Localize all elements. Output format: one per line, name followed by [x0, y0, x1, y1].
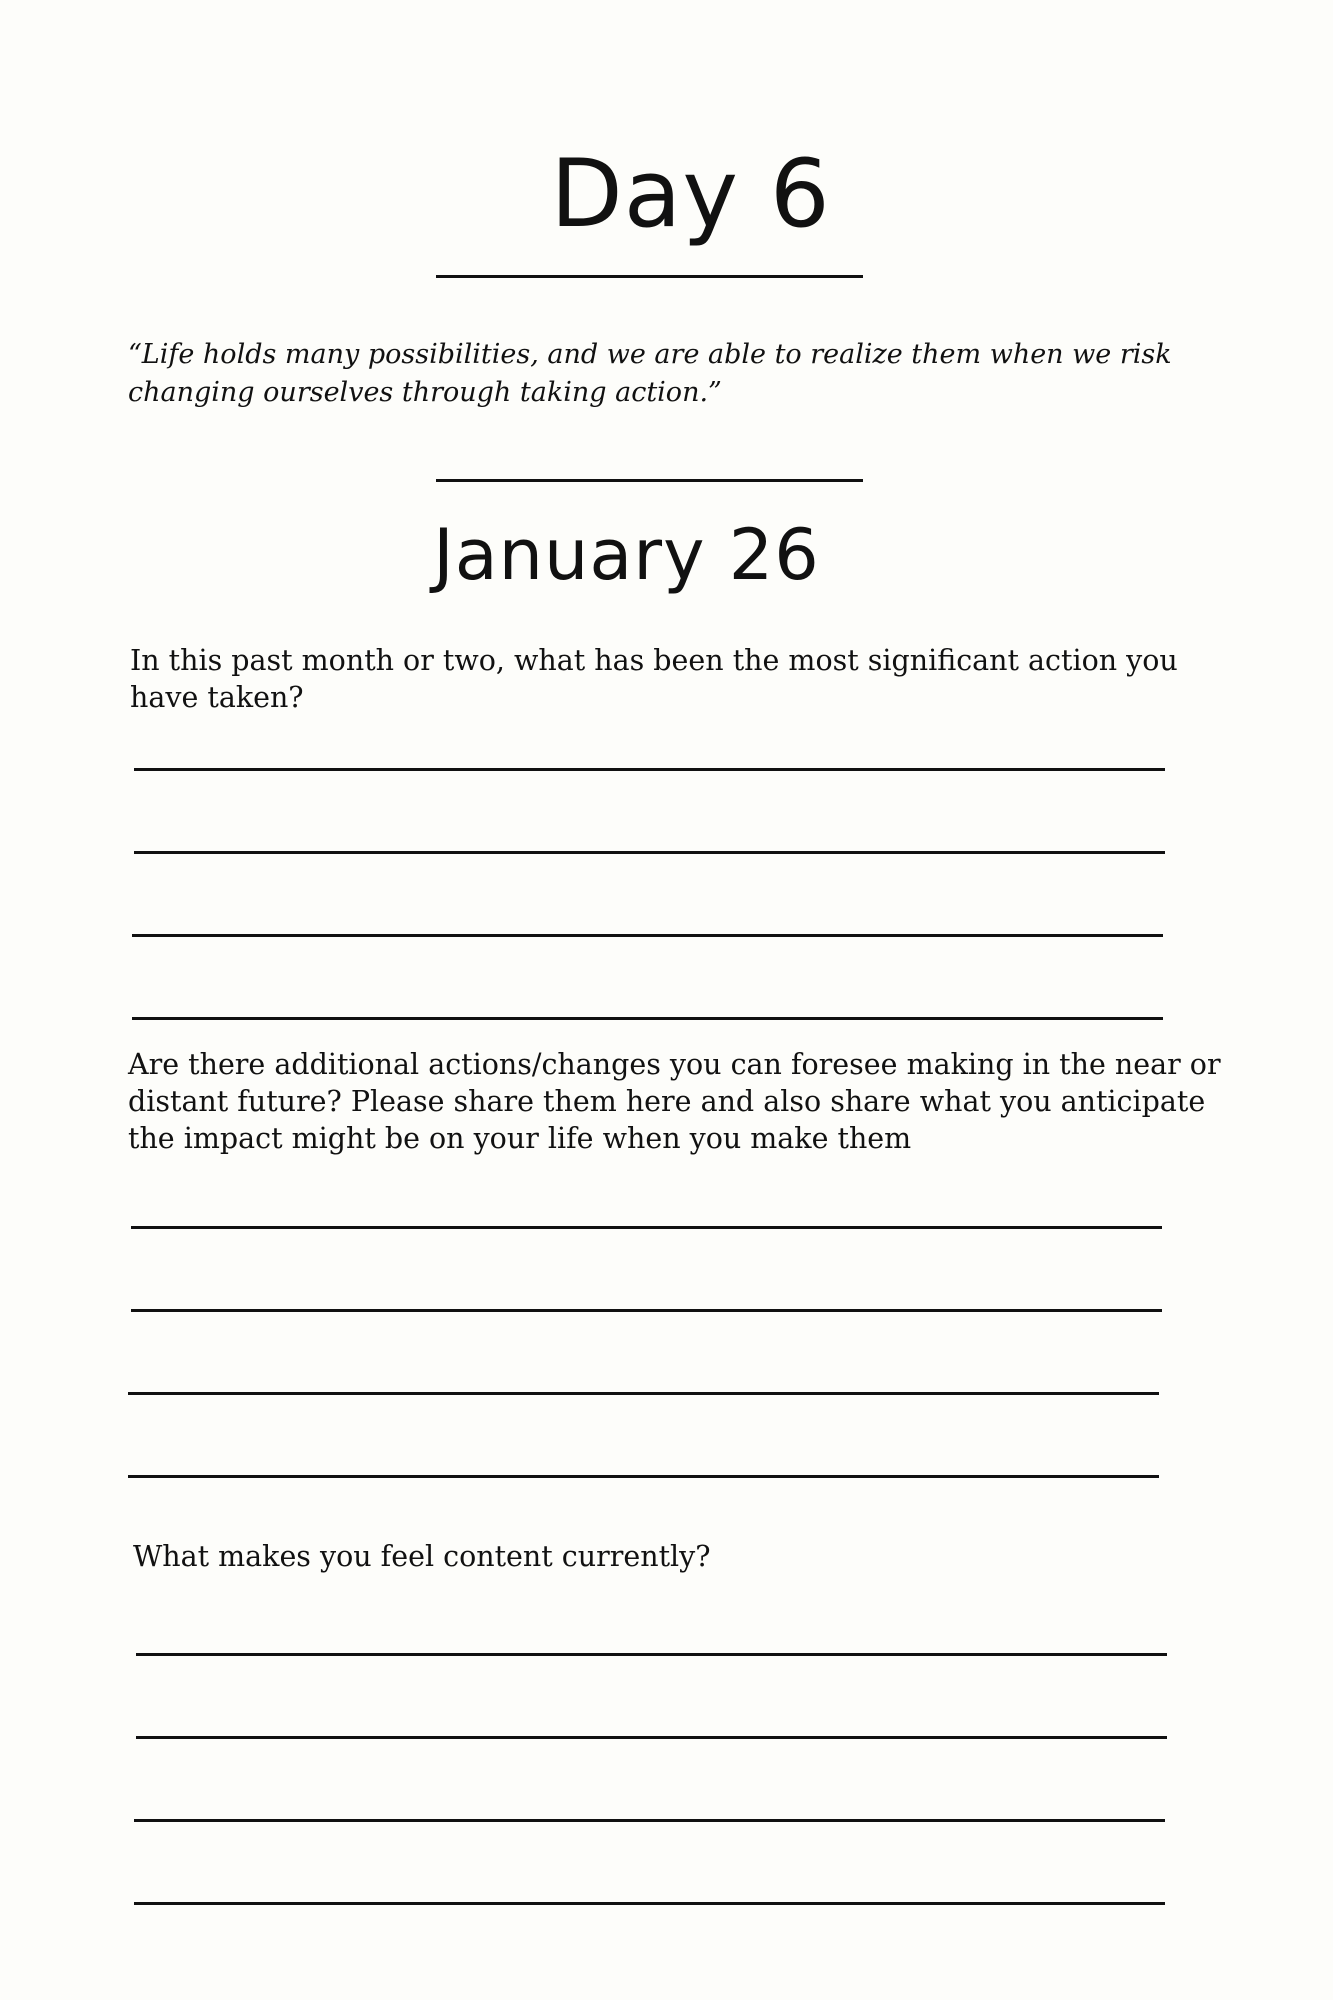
answer-line-1-1[interactable] [134, 768, 1165, 771]
date-divider [436, 479, 863, 482]
prompt-question-3: What makes you feel content currently? [133, 1540, 711, 1573]
prompt-question-1: In this past month or two, what has been the most significant action you have taken? [130, 644, 1178, 714]
date-heading: January 26 [433, 514, 820, 596]
answer-line-3-1[interactable] [136, 1653, 1167, 1656]
answer-line-3-3[interactable] [134, 1819, 1165, 1822]
answer-line-1-4[interactable] [132, 1017, 1163, 1020]
title-divider [436, 275, 863, 278]
answer-line-1-3[interactable] [132, 934, 1163, 937]
answer-line-2-1[interactable] [131, 1226, 1162, 1229]
answer-line-3-2[interactable] [136, 1736, 1167, 1739]
answer-line-2-2[interactable] [131, 1309, 1162, 1312]
prompt-question-2: Are there additional actions/changes you can foresee making in the near or distant future? Please share them here and also share what you anticipate the impact might be on your life when you make them [128, 1048, 1221, 1155]
answer-line-2-4[interactable] [128, 1475, 1159, 1478]
page-title: Day 6 [550, 140, 831, 249]
answer-line-2-3[interactable] [128, 1392, 1159, 1395]
quote-text: “Life holds many possibilities, and we are able to realize them when we risk changing ourselves through taking action.” [128, 339, 1172, 408]
answer-line-3-4[interactable] [134, 1902, 1165, 1905]
answer-line-1-2[interactable] [134, 851, 1165, 854]
